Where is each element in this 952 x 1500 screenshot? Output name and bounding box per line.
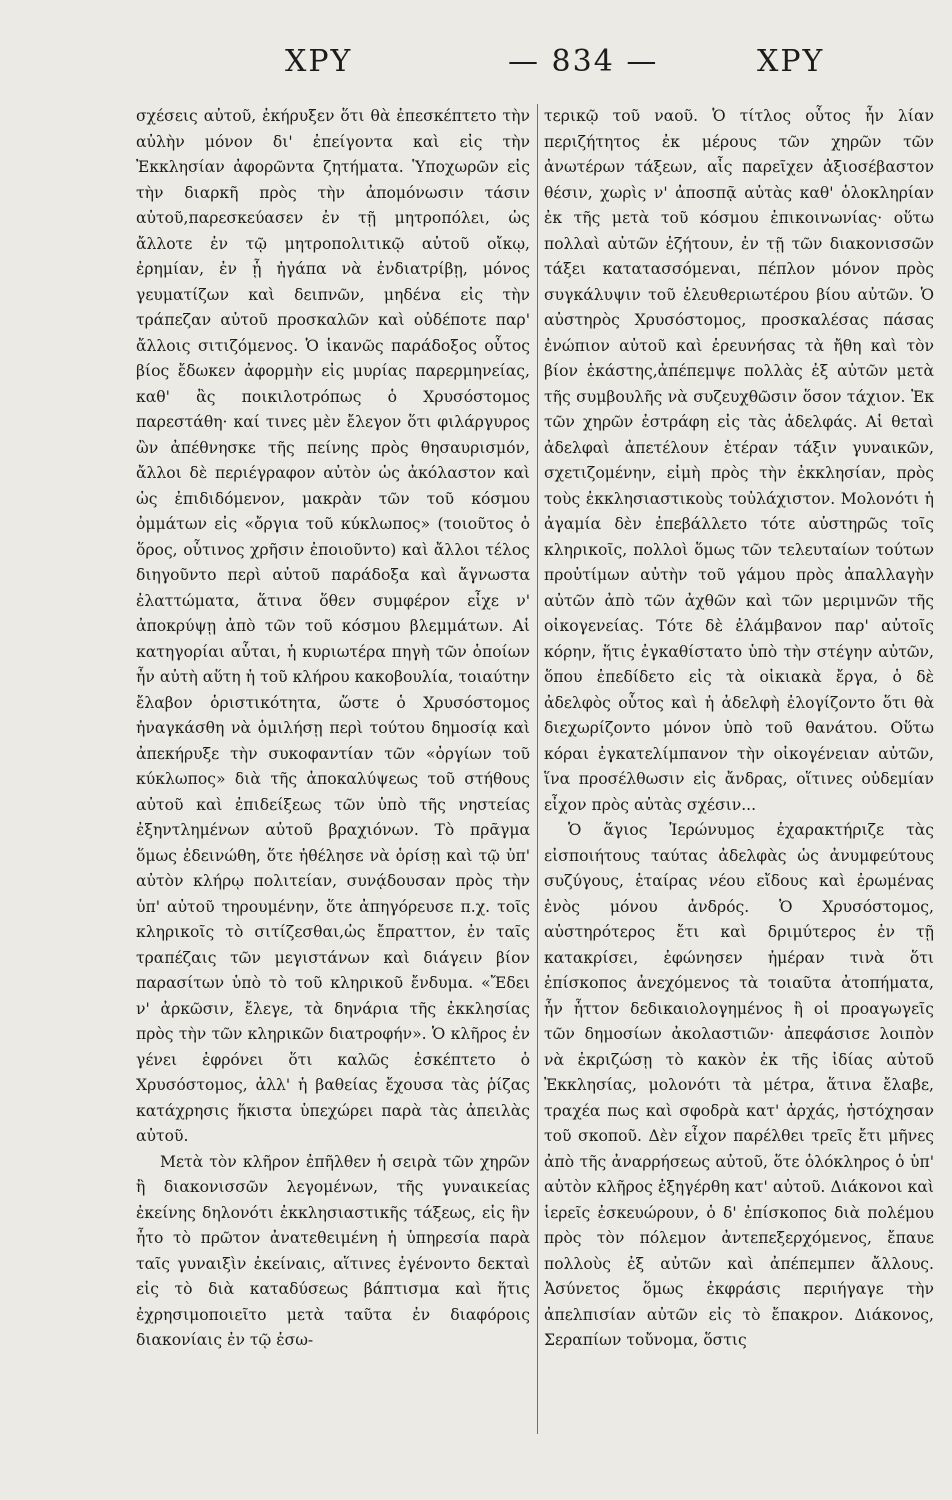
page-header [0,44,952,94]
page-number: — 834 — [508,44,659,79]
left-paragraph-1: σχέσεις αὐτοῦ, ἐκήρυξεν ὅτι θὰ ἐπεσκέπτετο τὴν αὐλὴν μόνον δι' ἐπείγοντα καὶ εἰς τὴν Ἐκκλησίαν ἀφορῶντα ζητήματα. Ὑποχωρῶν εἰς τὴν διαρκῆ πρὸς τὴν ἀπομόνωσιν τάσιν αὐτοῦ,παρεσκεύασεν ἐν τῇ μητροπόλει, ὡς ἄλλοτε ἐν τῷ μητροπολιτικῷ αὐτοῦ οἴκῳ, ἐρημίαν, ἐν ᾗ ἠγάπα νὰ ἐνδιατρίβῃ, μόνος γευματίζων καὶ δειπνῶν, μηδένα εἰς τὴν τράπεζαν αὐτοῦ προσκαλῶν καὶ οὐδέποτε παρ' ἄλλοις σιτιζόμενος. Ὁ ἱκανῶς παράδοξος οὗτος βίος ἔδωκεν ἀφορμὴν εἰς μυρίας παρερμηνείας, καθ' ἃς ποικιλοτρόπως ὁ Χρυσόστομος παρεστάθη· καί τινες μὲν ἔλεγον ὅτι φιλάργυρος ὢν ἀπέθνησκε τῆς πείνης πρὸς θησαυρισμόν, ἄλλοι δὲ περιέγραφον αὐτὸν ὡς ἀκόλαστον καὶ ὡς ἐπιδιδόμενον, μακρὰν τῶν τοῦ κόσμου ὀμμάτων εἰς «ὄργια τοῦ κύκλωπος» (τοιοῦτος ὁ ὅρος, οὗτινος χρῆσιν ἐποιοῦντο) καὶ ἄλλοι τέλος διηγοῦντο περὶ αὐτοῦ παράδοξα καὶ ἄγνωστα ἐλαττώματα, ἅτινα ὅθεν συμφέρον εἶχε ν' ἀποκρύψῃ ἀπὸ τῶν τοῦ κόσμου βλεμμάτων. Αἱ κατηγορίαι αὗται, ἡ κυριωτέρα πηγὴ τῶν ὁποίων ἦν αὐτὴ αὕτη ἡ τοῦ κλήρου κακοβουλία, τοιαύτην ἔλαβον ὁριστικότητα, ὥστε ὁ Χρυσόστομος ἠναγκάσθη νὰ ὁμιλήσῃ περὶ τούτου δημοσίᾳ καὶ ἀπεκήρυξε τὴν συκοφαντίαν τῶν «ὀργίων τοῦ κύκλωπος» διὰ τῆς ἀποκαλύψεως τοῦ στήθους αὐτοῦ καὶ ἐπιδείξεως τῶν ὑπὸ τῆς νηστείας ἐξηντλημένων αὐτοῦ βραχιόνων. Τὸ πρᾶγμα ὅμως ἐδεινώθη, ὅτε ἠθέλησε νὰ ὁρίσῃ καὶ τῷ ὑπ' αὐτὸν κλήρῳ πολιτείαν, συνᾴδουσαν πρὸς τὴν ὑπ' αὐτοῦ τηρουμένην, ὅτε ἀπηγόρευσε π.χ. τοῖς κληρικοῖς τὸ σιτίζεσθαι,ὡς ἔπραττον, ἐν ταῖς τραπέζαις τῶν μεγιστάνων καὶ διάγειν βίον παρασίτων ὑπὸ τὸ τοῦ κληρικοῦ ἔνδυμα. «Ἔδει ν' ἀρκῶσιν, ἔλεγε, τὰ δηνάρια τῆς ἐκκλησίας πρὸς τὴν τῶν κληρικῶν διατροφήν». Ὁ κλῆρος ἐν γένει ἐφρόνει ὅτι καλῶς ἐσκέπτετο ὁ Χρυσόστομος, ἀλλ' ἡ βαθείας ἔχουσα τὰς ῥίζας κατάχρησις ἥκιστα ὑπεχώρει παρὰ τὰς ἀπειλὰς αὐτοῦ. [136,107,530,1145]
running-head-left: ΧΡΥ [285,44,353,79]
right-paragraph-2: Ὁ ἅγιος Ἱερώνυμος ἐχαρακτήριζε τὰς εἰσποιήτους ταύτας ἀδελφὰς ὡς ἀνυμφεύτους συζύγους, ἑταίρας νέου εἴδους καὶ ἐρωμένας ἑνὸς μόνου ἀνδρός. Ὁ Χρυσόστομος, αὐστηρότερος ἔτι καὶ δριμύτερος ἐν τῇ κατακρίσει, ἐφώνησεν ἡμέραν τινὰ ὅτι ἐπίσκοπος ἀνεχόμενος τὰ τοιαῦτα ἀτοπήματα, ἦν ἧττον δεδικαιολογημένος ἢ οἱ προαγωγεῖς τῶν δημοσίων ἀκολαστιῶν· ἀπεφάσισε λοιπὸν νὰ ἐκριζώσῃ τὸ κακὸν ἐκ τῆς ἰδίας αὑτοῦ Ἐκκλησίας, μολονότι τὰ μέτρα, ἅτινα ἔλαβε, τραχέα πως καὶ σφοδρὰ κατ' ἀρχάς, ἠστόχησαν τοῦ σκοποῦ. Δὲν εἶχον παρέλθει τρεῖς ἔτι μῆνες ἀπὸ τῆς ἀναρρήσεως αὐτοῦ, ὅτε ὁλόκληρος ὁ ὑπ' αὐτὸν κλῆρος ἐξηγέρθη κατ' αὐτοῦ. Διάκονοι καὶ ἱερεῖς ἐσκευώρουν, ὁ δ' ἐπίσκοπος διὰ πολέμου πρὸς τὸν πόλεμον ἀντεπεξερχόμενος, ἔπαυε πολλοὺς ἐξ αὐτῶν καὶ ἀπέπεμπεν ἄλλους. Ἀσύνετος ὅμως ἐκφράσις περιήγαγε τὴν ἀπελπισίαν αὐτῶν εἰς τὸ ἔπακρον. Διάκονος, Σεραπίων τοὔνομα, ὅστις [544,821,934,1349]
right-column [544,104,934,1354]
left-column [136,104,530,1354]
column-divider [537,104,538,1434]
running-head-right: ΧΡΥ [757,44,825,79]
right-paragraph-1: τερικῷ τοῦ ναοῦ. Ὁ τίτλος οὗτος ἦν λίαν περιζήτητος ἐκ μέρους τῶν χηρῶν τῶν ἀνωτέρων τάξεων, αἷς παρεῖχεν ἀξιοσέβαστον θέσιν, χωρὶς ν' ἀποσπᾷ αὐτὰς καθ' ὁλοκληρίαν ἐκ τῆς μετὰ τοῦ κόσμου ἐπικοινωνίας· οὕτω πολλαὶ αὐτῶν ἐζήτουν, ἐν τῇ τῶν διακονισσῶν τάξει κατατασσόμεναι, πέπλον μόνον πρὸς συγκάλυψιν τοῦ ἐλευθεριωτέρου βίου αὐτῶν. Ὁ αὐστηρὸς Χρυσόστομος, προσκαλέσας πάσας ἐνώπιον αὐτοῦ καὶ ἐρευνήσας τὰ ἤθη καὶ τὸν βίον ἑκάστης,ἀπέπεμψε πολλὰς ἐξ αὐτῶν μετὰ τῆς συμβουλῆς νὰ συζευχθῶσιν ὅσον τάχιον. Ἐκ τῶν χηρῶν ἐστράφη εἰς τὰς ἀδελφάς. Αἱ θεταὶ ἀδελφαὶ ἀπετέλουν ἑτέραν τάξιν γυναικῶν, σχετιζομένην, εἰμὴ πρὸς τὴν ἐκκλησίαν, πρὸς τοὺς ἐκκλησιαστικοὺς τοὐλάχιστον. Μολονότι ἡ ἀγαμία δὲν ἐπεβάλλετο τότε αὐστηρῶς τοῖς κληρικοῖς, πολλοὶ ὅμως τῶν τελευταίων τούτων προὐτίμων αὐτὴν τοῦ γάμου πρὸς ἀπαλλαγὴν αὐτῶν ἀπὸ τῶν ἀχθῶν καὶ τῶν μεριμνῶν τῆς οἰκογενείας. Τότε δὲ ἐλάμβανον παρ' αὐτοῖς κόρην, ἥτις ἐγκαθίστατο ὑπὸ τὴν στέγην αὐτῶν, ὅπου ἐπεδίδετο εἰς τὰ οἰκιακὰ ἔργα, ὁ δὲ ἀδελφὸς οὗτος καὶ ἡ ἀδελφὴ ἐλογίζοντο ὅτι θὰ διεχωρίζοντο μόνον ὑπὸ τοῦ θανάτου. Οὕτω κόραι ἐγκατελίμπανον τὴν οἰκογένειαν αὐτῶν, ἵνα προσέλθωσιν εἰς ἄνδρας, οἵτινες οὐδεμίαν εἶχον πρὸς αὐτὰς σχέσιν... [544,107,934,814]
left-paragraph-2: Μετὰ τὸν κλῆρον ἐπῆλθεν ἡ σειρὰ τῶν χηρῶν ἢ διακονισσῶν λεγομένων, τῆς γυναικείας ἐκείνης δηλονότι ἐκκλησιαστικῆς τάξεως, εἰς ἣν ἦτο τὸ πρῶτον ἀνατεθειμένη ἡ ὑπηρεσία παρὰ ταῖς γυναιξὶν ἐκείναις, αἵτινες ἐγένοντο δεκταὶ εἰς τὸ διὰ καταδύσεως βάπτισμα καὶ ἥτις ἐχρησιμοποιεῖτο μετὰ ταῦτα ἐν διαφόροις διακονίαις ἐν τῷ ἐσω- [136,1152,530,1349]
